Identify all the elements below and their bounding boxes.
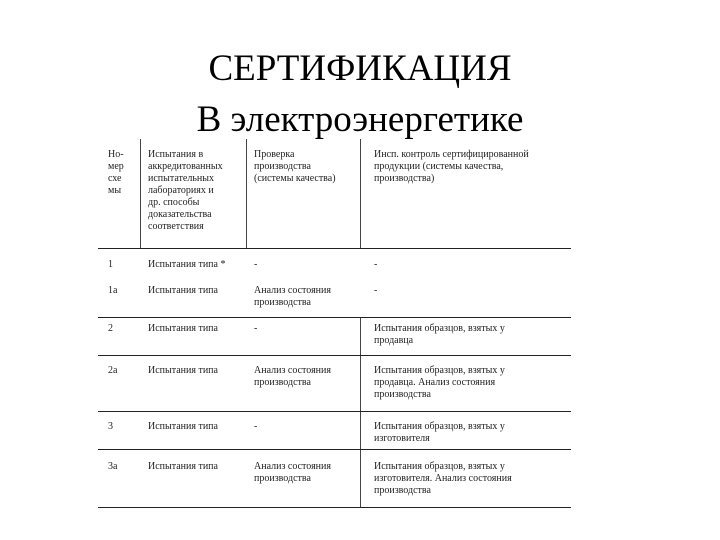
header-scheme-number: Но- мер схе мы [108, 149, 124, 196]
row-divider [98, 248, 571, 249]
inspection-control-cell: - [374, 285, 378, 296]
scheme-number: 2 [108, 323, 113, 334]
row-divider [98, 317, 571, 318]
certification-schemes-table [98, 137, 571, 509]
inspection-control-cell: Испытания образцов, взятых у изготовителя. Анализ состояния производства [374, 461, 512, 496]
inspection-control-cell: - [374, 259, 378, 270]
type-testing-cell: Испытания типа [148, 421, 218, 432]
type-testing-cell: Испытания типа [148, 323, 218, 334]
column-divider [360, 317, 361, 507]
scheme-number: 1а [108, 285, 118, 296]
row-divider [98, 355, 571, 356]
header-type-testing: Испытания в аккредитованных испытательных лабораториях и др. способы доказательства соответствия [148, 149, 223, 232]
production-check-cell: Анализ состояния производства [254, 461, 331, 484]
slide-title: СЕРТИФИКАЦИЯ [208, 48, 512, 89]
production-check-cell: - [254, 323, 258, 334]
type-testing-cell: Испытания типа * [148, 259, 226, 270]
production-check-cell: - [254, 259, 258, 270]
column-divider [360, 139, 361, 248]
scheme-number: 1 [108, 259, 113, 270]
header-production-check: Проверка производства (системы качества) [254, 149, 336, 184]
production-check-cell: Анализ состояния производства [254, 285, 331, 308]
type-testing-cell: Испытания типа [148, 285, 218, 296]
scheme-number: 3а [108, 461, 118, 472]
type-testing-cell: Испытания типа [148, 461, 218, 472]
column-divider [140, 139, 141, 248]
row-divider [98, 449, 571, 450]
slide-subtitle: В электроэнергетике [196, 99, 524, 140]
inspection-control-cell: Испытания образцов, взятых у продавца. Анализ состояния производства [374, 365, 505, 400]
type-testing-cell: Испытания типа [148, 365, 218, 376]
row-divider [98, 411, 571, 412]
production-check-cell: Анализ состояния производства [254, 365, 331, 388]
scheme-number: 3 [108, 421, 113, 432]
header-inspection-control: Инсп. контроль сертифицированной продукции (системы качества, производства) [374, 149, 529, 184]
inspection-control-cell: Испытания образцов, взятых у продавца [374, 323, 505, 346]
scheme-number: 2а [108, 365, 118, 376]
inspection-control-cell: Испытания образцов, взятых у изготовителя [374, 421, 505, 444]
production-check-cell: - [254, 421, 258, 432]
column-divider [246, 139, 247, 248]
row-divider [98, 507, 571, 508]
